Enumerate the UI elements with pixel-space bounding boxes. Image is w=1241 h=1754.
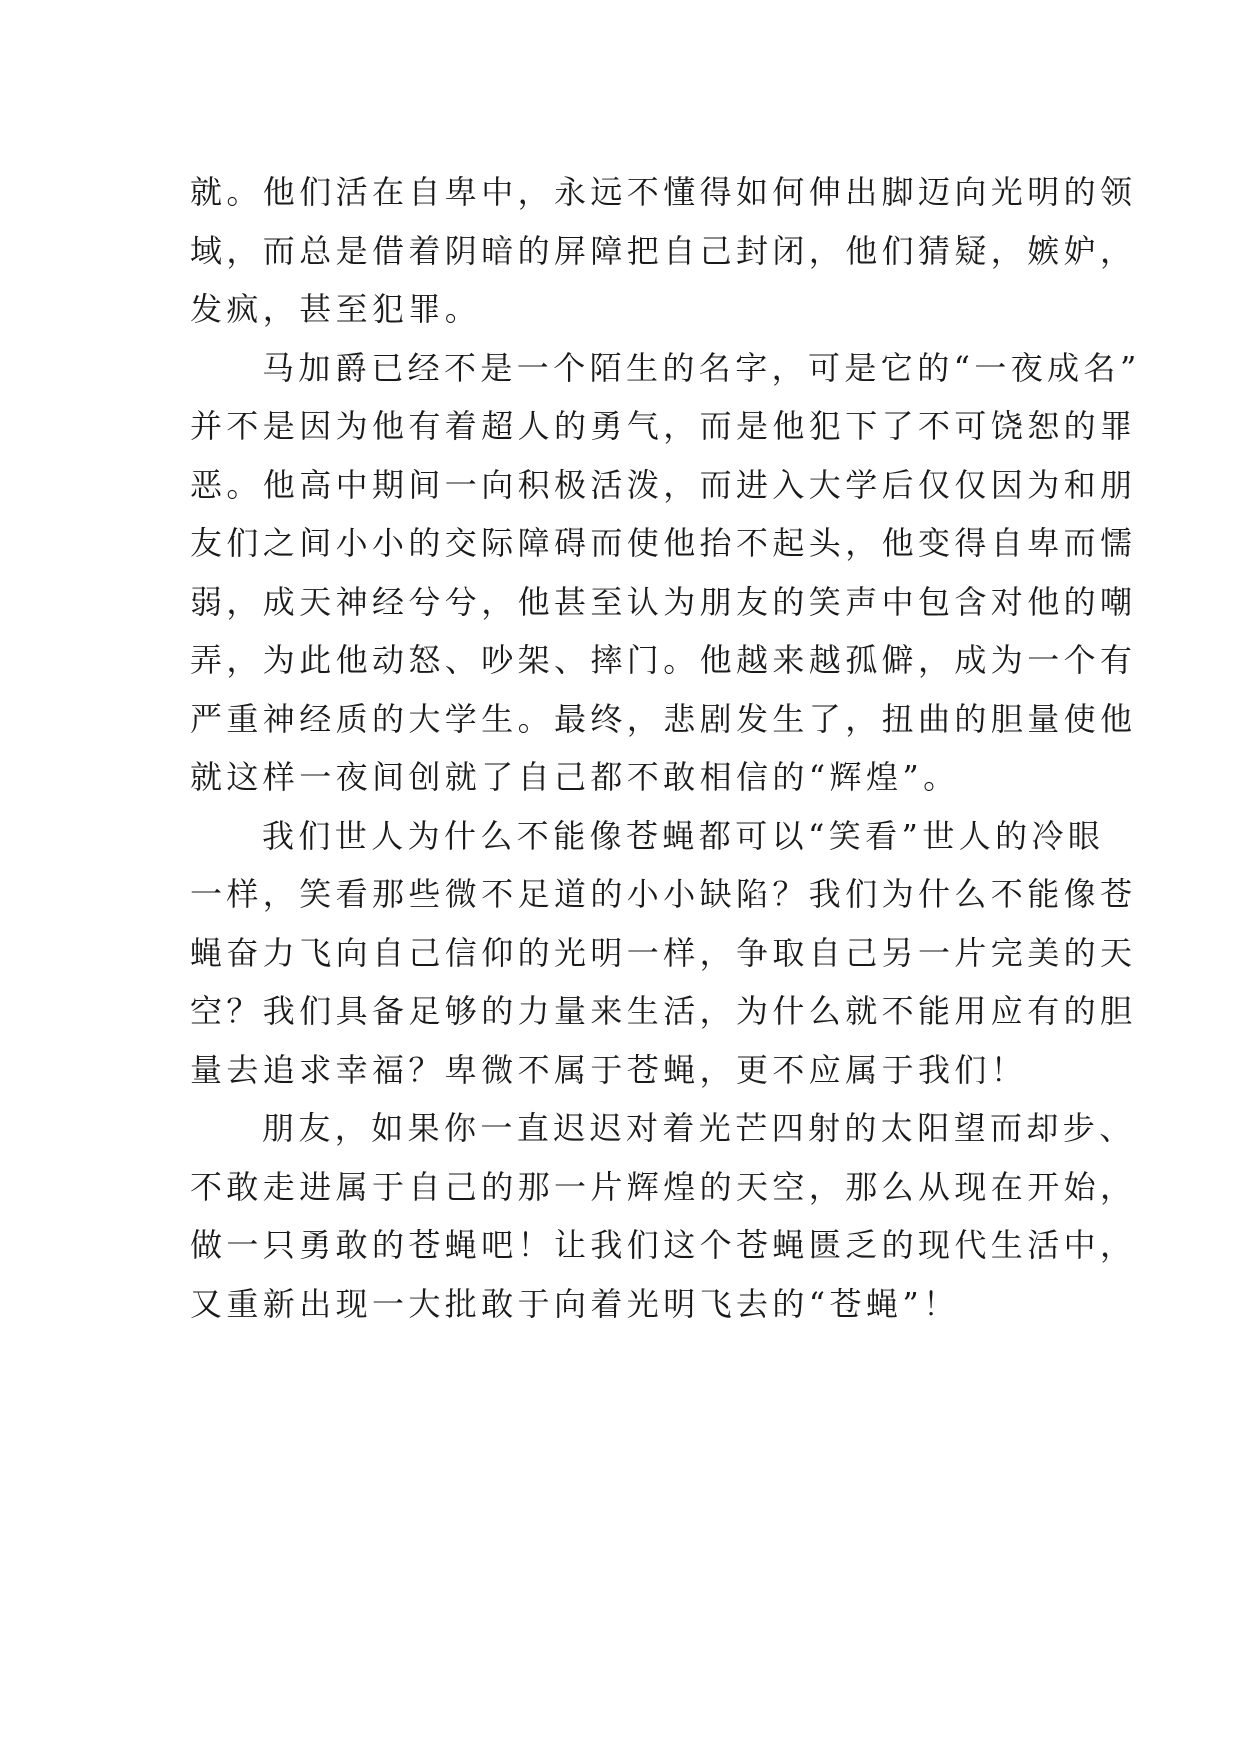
paragraph-line: 弱，成天神经兮兮，他甚至认为朋友的笑声中包含对他的嘲	[190, 582, 1137, 621]
paragraph-line: 不敢走进属于自己的那一片辉煌的天空，那么从现在开始，	[190, 1167, 1137, 1206]
paragraph-line: 马加爵已经不是一个陌生的名字，可是它的“一夜成名”	[262, 348, 1141, 387]
paragraph-line: 又重新出现一大批敢于向着光明飞去的“苍蝇”！	[190, 1284, 960, 1323]
paragraph-line: 我们世人为什么不能像苍蝇都可以“笑看”世人的冷眼	[262, 816, 1105, 855]
paragraph-line: 蝇奋力飞向自己信仰的光明一样，争取自己另一片完美的天	[190, 933, 1137, 972]
paragraph-line: 一样，笑看那些微不足道的小小缺陷？我们为什么不能像苍	[190, 875, 1137, 913]
paragraph-line: 就这样一夜间创就了自己都不敢相信的“辉煌”。	[190, 758, 960, 796]
paragraph-line: 并不是因为他有着超人的勇气，而是他犯下了不可饶恕的罪	[190, 407, 1137, 445]
paragraph-line: 做一只勇敢的苍蝇吧！让我们这个苍蝇匮乏的现代生活中，	[190, 1226, 1137, 1264]
paragraph-line: 弄，为此他动怒、吵架、摔门。他越来越孤僻，成为一个有	[190, 641, 1137, 679]
paragraph-4	[190, 1099, 1137, 1333]
paragraph-line: 域，而总是借着阴暗的屏障把自己封闭，他们猜疑，嫉妒，	[190, 231, 1137, 270]
paragraph-2	[190, 339, 1141, 807]
document-body	[190, 163, 1141, 1333]
paragraph-line: 友们之间小小的交际障碍而使他抬不起头，他变得自卑而懦	[190, 524, 1137, 562]
paragraph-line: 就。他们活在自卑中，永远不懂得如何伸出脚迈向光明的领	[190, 173, 1137, 211]
paragraph-line: 恶。他高中期间一向积极活泼，而进入大学后仅仅因为和朋	[190, 465, 1137, 504]
paragraph-line: 空？我们具备足够的力量来生活，为什么就不能用应有的胆	[190, 992, 1137, 1030]
paragraph-3	[190, 807, 1137, 1100]
paragraph-line: 朋友，如果你一直迟迟对着光芒四射的太阳望而却步、	[262, 1109, 1136, 1147]
paragraph-line: 量去追求幸福？卑微不属于苍蝇，更不应属于我们！	[190, 1050, 1028, 1089]
paragraph-line: 发疯，甚至犯罪。	[190, 290, 482, 328]
paragraph-1	[190, 163, 1137, 339]
paragraph-line: 严重神经质的大学生。最终，悲剧发生了，扭曲的胆量使他	[190, 699, 1137, 738]
